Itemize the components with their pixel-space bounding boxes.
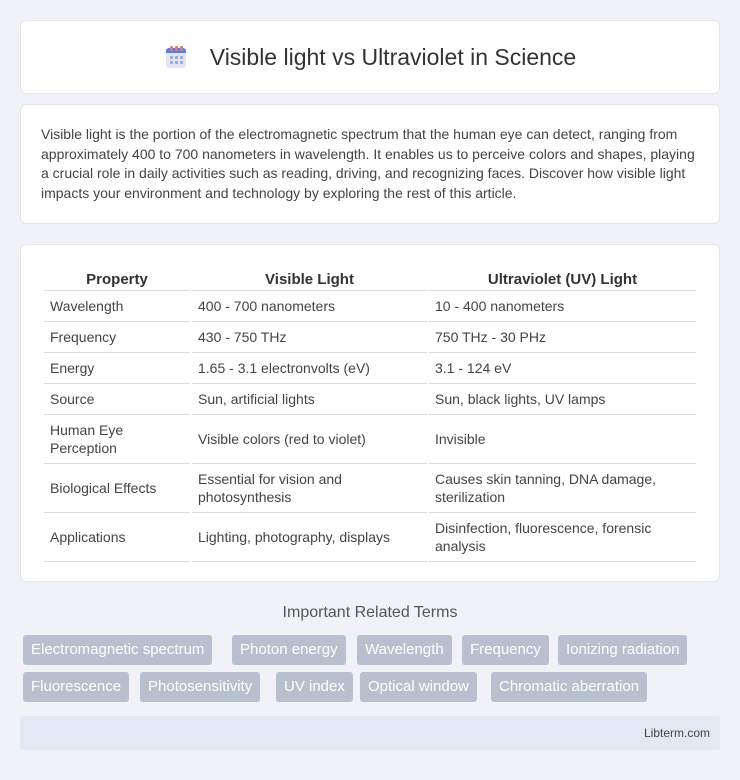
table-cell: Biological Effects [44, 464, 190, 513]
table-cell: 750 THz - 30 PHz [429, 322, 696, 353]
table-cell: 1.65 - 3.1 electronvolts (eV) [192, 353, 427, 384]
tag-ionizing-radiation[interactable]: Ionizing radiation [558, 635, 687, 665]
header-visible-light: Visible Light [192, 265, 427, 291]
table-row [44, 384, 696, 415]
header-property: Property [44, 265, 190, 291]
table-cell: Disinfection, fluorescence, forensic analysis [429, 513, 696, 562]
table-row [44, 513, 696, 562]
comparison-table-card [20, 244, 720, 582]
tag-electromagnetic-spectrum[interactable]: Electromagnetic spectrum [23, 635, 212, 665]
tag-frequency[interactable]: Frequency [462, 635, 549, 665]
tag-chromatic-aberration[interactable]: Chromatic aberration [491, 672, 647, 702]
tag-uv-index[interactable]: UV index [276, 672, 353, 702]
tag-photosensitivity[interactable]: Photosensitivity [140, 672, 260, 702]
table-cell: 10 - 400 nanometers [429, 291, 696, 322]
page-title: Visible light vs Ultraviolet in Science [209, 43, 577, 70]
table-cell: 430 - 750 THz [192, 322, 427, 353]
title-card [20, 20, 720, 94]
table-cell: Sun, artificial lights [192, 384, 427, 415]
table-cell: 400 - 700 nanometers [192, 291, 427, 322]
table-cell: Visible colors (red to violet) [192, 415, 427, 464]
table-cell: Causes skin tanning, DNA damage, sterilization [429, 464, 696, 513]
related-terms-title: Important Related Terms [282, 604, 458, 621]
header-ultraviolet: Ultraviolet (UV) Light [429, 265, 696, 291]
tag-wavelength[interactable]: Wavelength [357, 635, 452, 665]
table-cell: Sun, black lights, UV lamps [429, 384, 696, 415]
footer [20, 716, 720, 750]
tag-photon-energy[interactable]: Photon energy [232, 635, 346, 665]
tag-optical-window[interactable]: Optical window [360, 672, 477, 702]
table-header-row [44, 265, 696, 291]
comparison-table [42, 265, 698, 562]
table-cell: Wavelength [44, 291, 190, 322]
table-cell: Frequency [44, 322, 190, 353]
table-row [44, 291, 696, 322]
intro-card [20, 104, 720, 224]
notepad-icon [164, 45, 188, 69]
table-cell: Essential for vision and photosynthesis [192, 464, 427, 513]
table-row [44, 322, 696, 353]
footer-site-link[interactable]: Libterm.com [643, 726, 710, 740]
table-row [44, 415, 696, 464]
table-row [44, 464, 696, 513]
intro-text: Visible light is the portion of the electromagnetic spectrum that the human eye can detect, ranging from approximately 400 to 700 nanometers in wavelength. It enables us to perceive colors and shapes, playing a crucial role in daily activities such as reading, driving, and recognizing faces. Discover how visible light impacts your environment and technology by exploring the rest of this article. [41, 126, 695, 201]
table-cell: Energy [44, 353, 190, 384]
table-cell: Source [44, 384, 190, 415]
table-cell: Invisible [429, 415, 696, 464]
table-cell: Human Eye Perception [44, 415, 190, 464]
table-cell: 3.1 - 124 eV [429, 353, 696, 384]
tag-fluorescence[interactable]: Fluorescence [23, 672, 129, 702]
table-cell: Lighting, photography, displays [192, 513, 427, 562]
table-cell: Applications [44, 513, 190, 562]
table-row [44, 353, 696, 384]
